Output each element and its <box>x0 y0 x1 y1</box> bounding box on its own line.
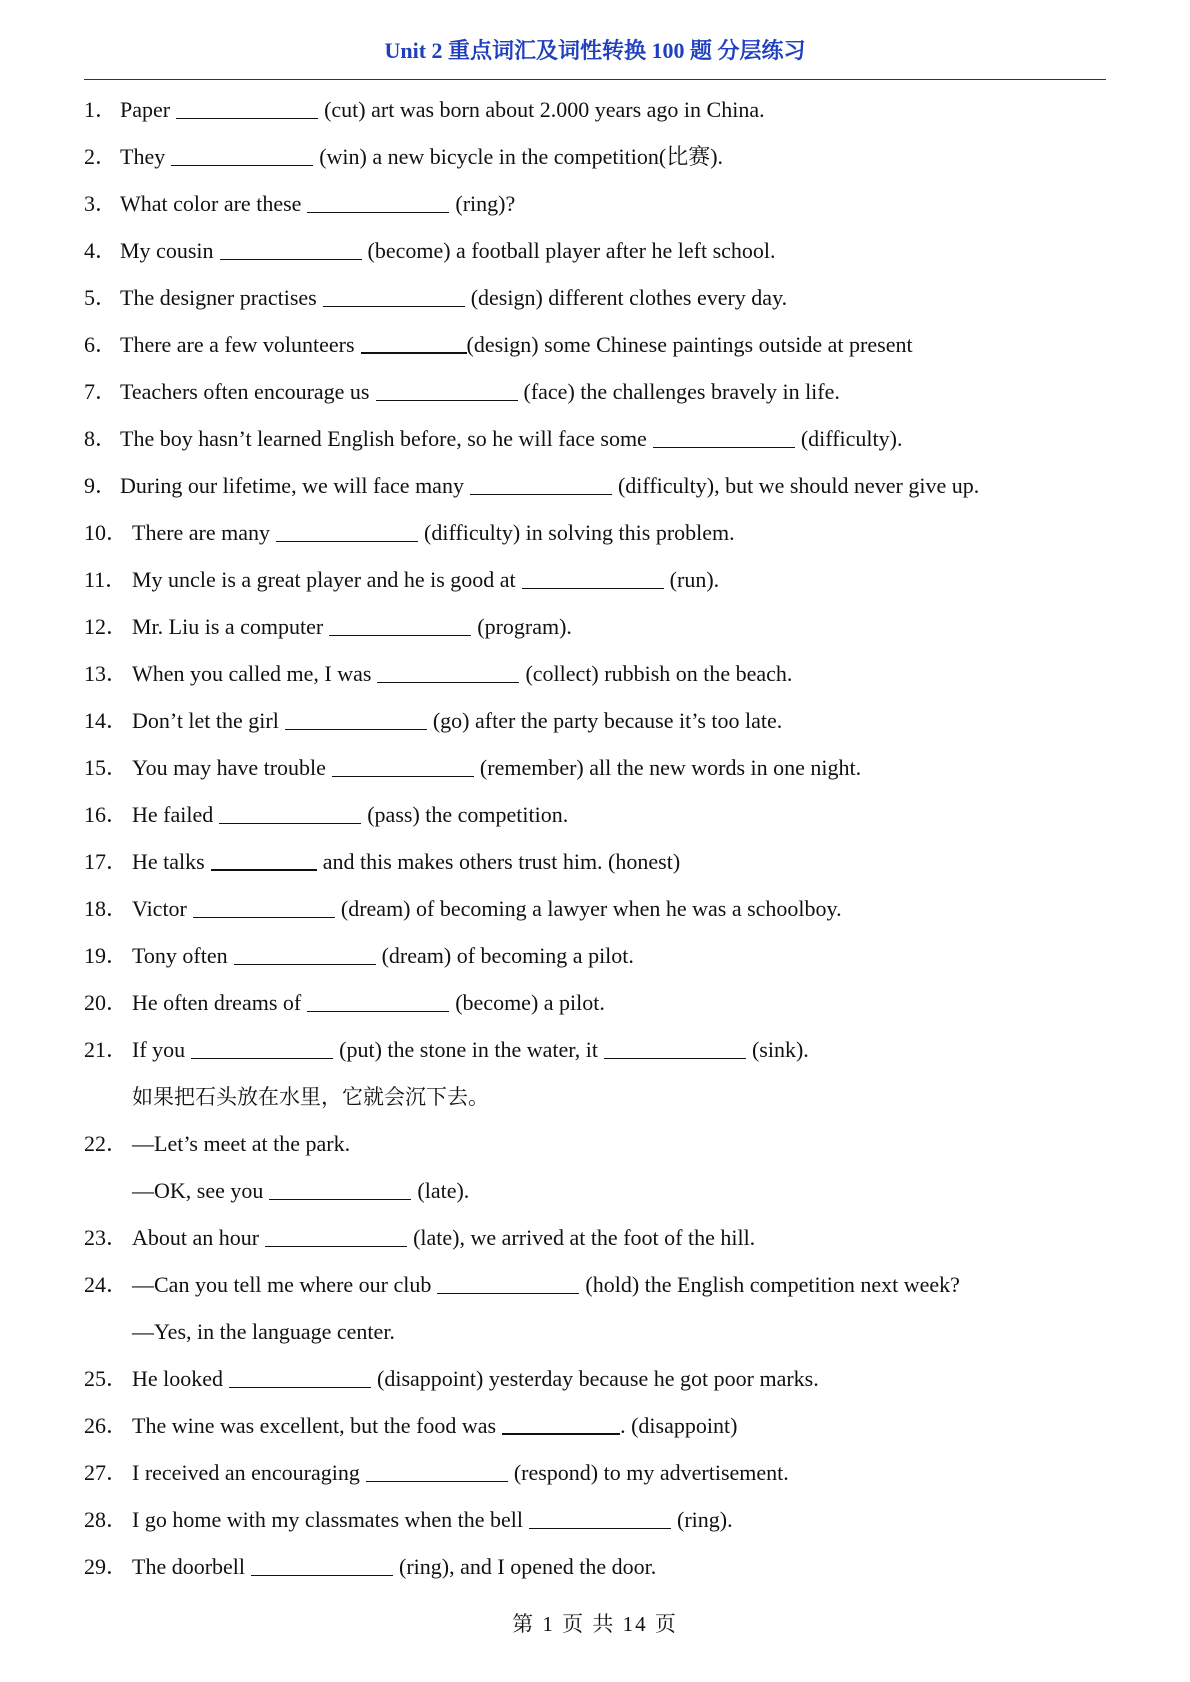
answer-blank[interactable] <box>220 237 362 260</box>
question-19 <box>84 938 1106 985</box>
question-number: 16． <box>84 802 129 827</box>
question-10 <box>84 515 1106 562</box>
question-5 <box>84 280 1106 327</box>
question-1 <box>84 92 1106 139</box>
question-9 <box>84 468 1106 515</box>
question-28 <box>84 1502 1106 1549</box>
question-number: 5． <box>84 285 118 310</box>
question-26 <box>84 1408 1106 1455</box>
answer-blank[interactable] <box>276 519 418 542</box>
answer-blank[interactable] <box>361 330 467 354</box>
question-4 <box>84 233 1106 280</box>
question-text: (difficulty), but we should never give up. <box>617 473 980 498</box>
question-text: When you called me, I was <box>132 661 372 686</box>
question-text: The wine was excellent, but the food was <box>132 1413 497 1438</box>
question-text: and this makes others trust him. (honest) <box>322 849 681 874</box>
question-text: (ring)? <box>455 191 516 216</box>
question-text: My cousin <box>120 238 214 263</box>
answer-blank[interactable] <box>234 942 376 965</box>
question-number: 20． <box>84 990 129 1015</box>
question-text: 如果把石头放在水里，它就会沉下去。 <box>132 1085 489 1109</box>
question-21-translation <box>84 1079 1106 1126</box>
answer-blank[interactable] <box>171 143 313 166</box>
question-number: 2． <box>84 144 118 169</box>
question-number: 4． <box>84 238 118 263</box>
question-text: There are a few volunteers <box>120 332 355 357</box>
question-11 <box>84 562 1106 609</box>
question-22-reply <box>84 1173 1106 1220</box>
question-text: My uncle is a great player and he is good at <box>132 567 516 592</box>
question-text: (design) different clothes every day. <box>470 285 788 310</box>
question-text: —OK, see you <box>132 1178 264 1203</box>
answer-blank[interactable] <box>307 190 449 213</box>
question-text: (face) the challenges bravely in life. <box>523 379 840 404</box>
question-number: 18． <box>84 896 129 921</box>
answer-blank[interactable] <box>366 1459 508 1482</box>
answer-blank[interactable] <box>191 1036 333 1059</box>
question-12 <box>84 609 1106 656</box>
question-number: 10． <box>84 520 129 545</box>
question-text: (collect) rubbish on the beach. <box>525 661 793 686</box>
question-text: Teachers often encourage us <box>120 379 370 404</box>
question-16 <box>84 797 1106 844</box>
question-number: 24． <box>84 1272 129 1297</box>
question-number: 26． <box>84 1413 129 1438</box>
answer-blank[interactable] <box>470 472 612 495</box>
question-text: During our lifetime, we will face many <box>120 473 464 498</box>
question-25 <box>84 1361 1106 1408</box>
question-number: 8． <box>84 426 118 451</box>
question-29 <box>84 1549 1106 1596</box>
answer-blank[interactable] <box>193 895 335 918</box>
question-text: They <box>120 144 166 169</box>
question-text: If you <box>132 1037 186 1062</box>
question-text: (remember) all the new words in one night. <box>479 755 862 780</box>
question-number: 27． <box>84 1460 129 1485</box>
question-text: Victor <box>132 896 187 921</box>
question-text: (cut) art was born about 2.000 years ago in China. <box>324 97 765 122</box>
question-17 <box>84 844 1106 891</box>
question-24 <box>84 1267 1106 1314</box>
question-text: (pass) the competition. <box>367 802 569 827</box>
question-text: There are many <box>132 520 271 545</box>
question-text: (put) the stone in the water, it <box>339 1037 598 1062</box>
question-text: What color are these <box>120 191 302 216</box>
question-text: Mr. Liu is a computer <box>132 614 324 639</box>
question-text: —Yes, in the language center. <box>132 1319 395 1344</box>
question-number: 13． <box>84 661 129 686</box>
answer-blank[interactable] <box>522 566 664 589</box>
question-text: I received an encouraging <box>132 1460 360 1485</box>
exercise-list <box>84 92 1106 1596</box>
question-text: (sink). <box>751 1037 809 1062</box>
answer-blank[interactable] <box>251 1553 393 1576</box>
question-text: (dream) of becoming a pilot. <box>381 943 634 968</box>
answer-blank[interactable] <box>437 1271 579 1294</box>
question-number: 23． <box>84 1225 129 1250</box>
question-text: He looked <box>132 1366 224 1391</box>
answer-blank[interactable] <box>269 1177 411 1200</box>
question-number: 7． <box>84 379 118 404</box>
question-23 <box>84 1220 1106 1267</box>
answer-blank[interactable] <box>529 1506 671 1529</box>
question-18 <box>84 891 1106 938</box>
question-24-reply <box>84 1314 1106 1361</box>
question-number: 9． <box>84 473 118 498</box>
question-text: Don’t let the girl <box>132 708 279 733</box>
answer-blank[interactable] <box>211 847 317 871</box>
answer-blank[interactable] <box>285 707 427 730</box>
answer-blank[interactable] <box>323 284 465 307</box>
question-text: (late). <box>417 1178 470 1203</box>
question-text: (program). <box>477 614 572 639</box>
question-2 <box>84 139 1106 186</box>
answer-blank[interactable] <box>307 989 449 1012</box>
answer-blank[interactable] <box>376 378 518 401</box>
question-text: (run). <box>669 567 720 592</box>
question-8 <box>84 421 1106 468</box>
answer-blank[interactable] <box>653 425 795 448</box>
question-number: 19． <box>84 943 129 968</box>
question-text: He talks <box>132 849 205 874</box>
answer-blank[interactable] <box>377 660 519 683</box>
answer-blank[interactable] <box>219 801 361 824</box>
question-text: (design) some Chinese paintings outside at present <box>466 332 913 357</box>
question-number: 12． <box>84 614 129 639</box>
answer-blank[interactable] <box>332 754 474 777</box>
question-22 <box>84 1126 1106 1173</box>
question-text: (hold) the English competition next week? <box>585 1272 960 1297</box>
question-text: (disappoint) yesterday because he got poor marks. <box>377 1366 819 1391</box>
question-text: (win) a new bicycle in the competition(比赛). <box>319 144 724 169</box>
question-number: 28． <box>84 1507 129 1532</box>
question-text: You may have trouble <box>132 755 326 780</box>
question-text: —Let’s meet at the park. <box>132 1131 351 1156</box>
question-3 <box>84 186 1106 233</box>
question-text: (become) a football player after he left school. <box>367 238 776 263</box>
question-20 <box>84 985 1106 1032</box>
question-text: The designer practises <box>120 285 317 310</box>
question-text: (become) a pilot. <box>455 990 605 1015</box>
question-text: (difficulty). <box>800 426 903 451</box>
question-text: The boy hasn’t learned English before, so he will face some <box>120 426 647 451</box>
question-number: 6． <box>84 332 118 357</box>
answer-blank[interactable] <box>604 1036 746 1059</box>
question-text: (go) after the party because it’s too late. <box>432 708 783 733</box>
page-footer: 第 1 页 共 14 页 <box>512 1612 678 1636</box>
answer-blank[interactable] <box>502 1411 620 1435</box>
question-21 <box>84 1032 1106 1079</box>
question-text: Tony often <box>132 943 228 968</box>
question-text: (difficulty) in solving this problem. <box>424 520 735 545</box>
question-14 <box>84 703 1106 750</box>
question-number: 14． <box>84 708 129 733</box>
question-text: I go home with my classmates when the bell <box>132 1507 524 1532</box>
question-text: Paper <box>120 97 171 122</box>
answer-blank[interactable] <box>176 96 318 119</box>
question-number: 1． <box>84 97 118 122</box>
answer-blank[interactable] <box>229 1365 371 1388</box>
question-text: (dream) of becoming a lawyer when he was a schoolboy. <box>340 896 842 921</box>
question-text: The doorbell <box>132 1554 246 1579</box>
question-13 <box>84 656 1106 703</box>
question-text: (ring). <box>677 1507 733 1532</box>
question-text: About an hour <box>132 1225 260 1250</box>
question-text: —Can you tell me where our club <box>132 1272 432 1297</box>
question-number: 25． <box>84 1366 129 1391</box>
question-15 <box>84 750 1106 797</box>
question-number: 21． <box>84 1037 129 1062</box>
question-text: (late), we arrived at the foot of the hill. <box>413 1225 756 1250</box>
header-divider <box>84 79 1106 80</box>
answer-blank[interactable] <box>329 613 471 636</box>
question-number: 11． <box>84 567 128 592</box>
question-number: 17． <box>84 849 129 874</box>
question-number: 22． <box>84 1131 129 1156</box>
question-6 <box>84 327 1106 374</box>
question-number: 29． <box>84 1554 129 1579</box>
question-text: . (disappoint) <box>620 1413 738 1438</box>
question-27 <box>84 1455 1106 1502</box>
question-number: 3． <box>84 191 118 216</box>
question-text: He often dreams of <box>132 990 302 1015</box>
page-title: Unit 2 重点词汇及词性转换 100 题 分层练习 <box>384 38 806 63</box>
question-7 <box>84 374 1106 421</box>
question-number: 15． <box>84 755 129 780</box>
answer-blank[interactable] <box>265 1224 407 1247</box>
question-text: (respond) to my advertisement. <box>513 1460 789 1485</box>
question-text: (ring), and I opened the door. <box>399 1554 657 1579</box>
question-text: He failed <box>132 802 214 827</box>
